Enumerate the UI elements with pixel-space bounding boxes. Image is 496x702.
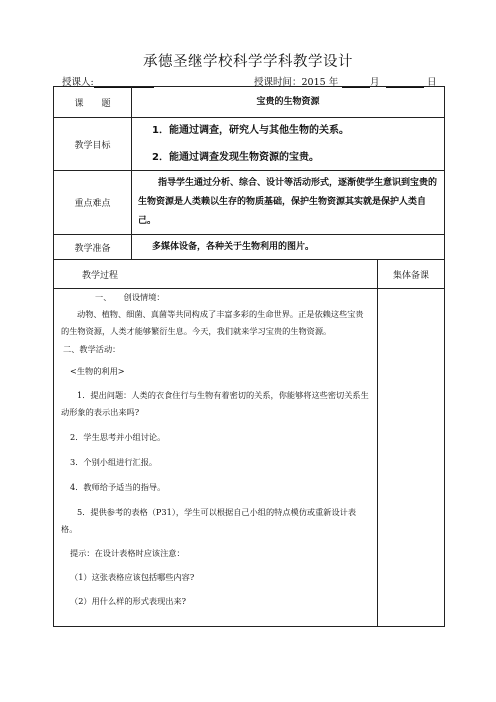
subsection-title: <生物的利用>	[70, 366, 125, 376]
process-header-row	[54, 260, 445, 289]
key-label: 重点难点	[54, 171, 132, 235]
process-content	[54, 289, 378, 627]
step-item: 4．教师给予适当的指导。	[70, 482, 166, 492]
goal-item: 1．能通过调查，研究人与其他生物的关系。	[152, 125, 349, 136]
hint-text: 提示：在设计表格时应该注意：	[70, 548, 185, 558]
notes-label: 集体备课	[378, 260, 445, 289]
lesson-plan-table	[53, 86, 445, 627]
topic-label: 课 题	[54, 87, 132, 118]
day-label: 日	[427, 77, 437, 88]
step-item: 3．个别小组进行汇报。	[70, 457, 158, 467]
goal-label: 教学目标	[54, 118, 132, 171]
key-value: 指导学生通过分析、综合、设计等活动形式，逐渐使学生意识到宝贵的生物资源是人类赖以生存的物质基础，保护生物资源其实就是保护人类自己。	[132, 171, 445, 235]
topic-row	[54, 87, 445, 118]
key-row	[54, 171, 445, 235]
goal-cell	[132, 118, 445, 171]
section-heading: 一、 创设情境：	[95, 292, 165, 302]
prep-label: 教学准备	[54, 235, 132, 260]
page-title: 承德圣继学校科学学科教学设计	[143, 54, 353, 70]
process-label: 教学过程	[54, 260, 378, 289]
prep-value: 多媒体设备，各种关于生物利用的图片。	[132, 235, 445, 260]
month-label: 月	[370, 77, 380, 88]
step-item: 2．学生思考并小组讨论。	[70, 432, 166, 442]
topic-value: 宝贵的生物资源	[132, 87, 445, 118]
question-item: （1）这张表格应该包括哪些内容?	[70, 572, 195, 582]
notes-cell	[378, 289, 445, 627]
question-item: （2）用什么样的形式表现出来?	[70, 596, 187, 606]
intro-text: 动物、植物、细菌、真菌等共同构成了丰富多彩的生命世界。正是依赖这些宝贵的生物资源，人类才能够繁衍生息。今天，我们就来学习宝贵的生物资源。	[61, 309, 364, 336]
prep-row	[54, 235, 445, 260]
step-item: 5．提供参考的表格（P31），学生可以根据自己小组的特点模仿或重新设计表格。	[61, 507, 357, 534]
goal-row	[54, 118, 445, 171]
process-body-row	[54, 289, 445, 627]
step-item: 1．提出问题：人类的衣食住行与生物有着密切的关系，你能够将这些密切关系生动形象的表示出来吗?	[61, 390, 369, 417]
time-label: 授课时间：2015 年	[254, 77, 339, 88]
goal-item: 2．能通过调查发现生物资源的宝贵。	[152, 152, 319, 163]
teacher-label: 授课人:	[62, 77, 94, 88]
section-heading: 二、教学活动：	[63, 344, 121, 354]
